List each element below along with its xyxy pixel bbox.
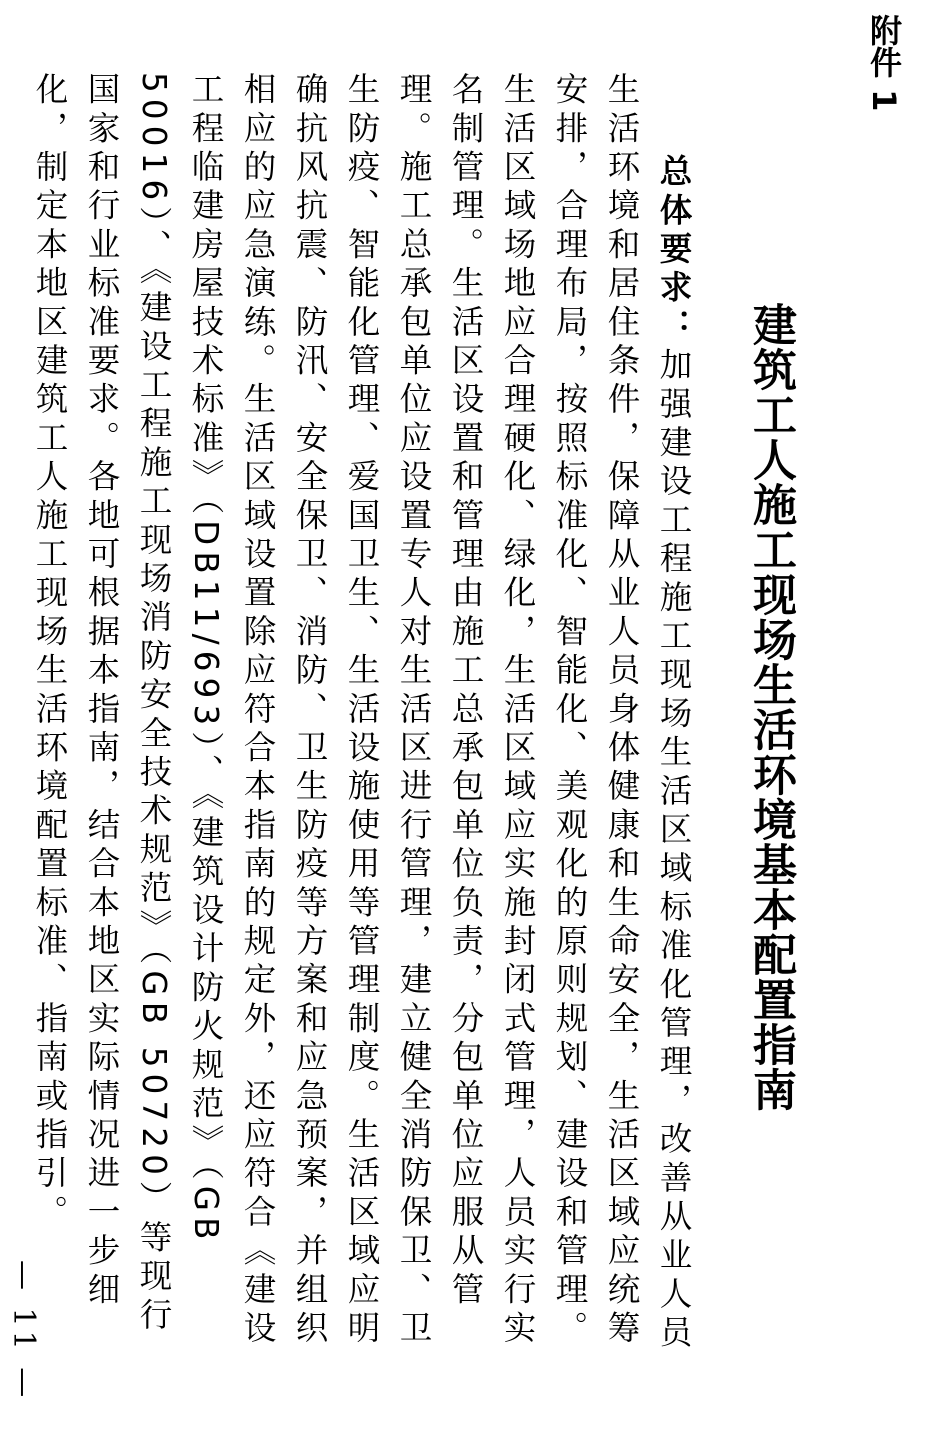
attachment-label: 附件 1 xyxy=(865,14,903,112)
body-lead-heading: 总体要求： xyxy=(655,154,693,348)
page-number: — 11 — xyxy=(6,1260,41,1402)
body-text xyxy=(24,72,700,1358)
body-paragraph-text: 加强建设工程施工现场生活区域标准化管理，改善从业人员生活环境和居住条件，保障从业人员身体健康和生命安全，生活区域应统筹安排，合理布局，按照标准化、智能化、美观化的原则规划、建设和管理。生活区域场地应合理硬化、绿化，生活区域应实施封闭式管理，人员实行实名制管理。生活区设置和管理由施工总承包单位负责，分包单位应服从管理。施工总承包单位应设置专人对生活区进行管理，建立健全消防保卫、卫生防疫、智能化管理、爱国卫生、生活设施使用等管理制度。生活区域应明确抗风抗震、防汛、安全保卫、消防、卫生防疫等方案和应急预案，并组织相应的应急演练。生活区域设置除应符合本指南的规定外，还应符合《建设工程临建房屋技术标准》（DB11/693）、《建筑设计防火规范》（GB 50016）、《建设工程施工现场消防安全技术规范》（GB 50720）等现行国家和行业标准要求。各地可根据本指南，结合本地区实际情况进一步细化，制定本地区建筑工人施工现场生活环境配置标准、指南或指引。 xyxy=(31,72,693,1354)
body-paragraph xyxy=(24,72,700,1358)
document-title: 建筑工人施工现场生活环境基本配置指南 xyxy=(745,302,796,1112)
